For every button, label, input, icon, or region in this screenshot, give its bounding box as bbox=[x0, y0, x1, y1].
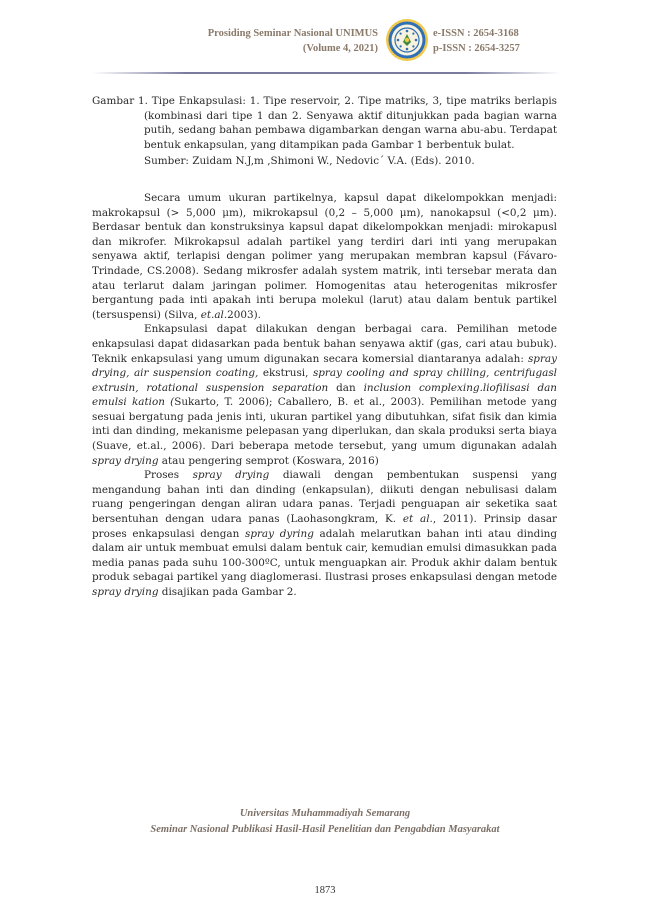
paragraph-1-end: 2003). bbox=[227, 308, 261, 321]
p3-c: , 2011). Prinsip dasar proses enkapsulasi dengan bbox=[92, 513, 557, 540]
proceedings-title: Prosiding Seminar Nasional UNIMUS bbox=[207, 28, 378, 39]
p3-em4: spray drying bbox=[92, 586, 159, 598]
header-right bbox=[433, 26, 520, 56]
paragraph-1-em: et.al. bbox=[200, 308, 228, 321]
p2-em3: inclusion complexing.liofilisasi dan emulsi kation ( bbox=[92, 381, 557, 409]
p2-e: atau pengering semprot (Koswara, 2016) bbox=[158, 454, 379, 467]
p3-e: disajikan pada Gambar 2. bbox=[158, 586, 297, 598]
p3-a: Proses bbox=[144, 469, 193, 482]
p2-d: Sukarto, T. 2006); Caballero, B. et al., 2003). Pemilihan metode yang sesuai bergatung pada jenis inti, ukuran partikel yang dibutuhkan, sifat fisik dan kimia inti dan dinding, mekanisme pelepasan yang diperlukan, dan skala produksi serta biaya (Suave, et.al., 2006). Dari beberapa metode tersebut, yang umum digunakan adalah bbox=[92, 396, 557, 453]
paragraph-3 bbox=[92, 468, 557, 599]
p2-c: dan bbox=[328, 381, 364, 394]
p2-em4: spray drying bbox=[92, 454, 159, 467]
p3-em2: et al. bbox=[402, 513, 433, 526]
p2-em1: spray drying, air suspension coating, bbox=[92, 352, 557, 380]
p3-d: adalah melarutkan bahan inti atau dinding dalam air untuk membuat emulsi dalam bentuk cair, kemudian emulsi dimasukkan pada media panas pada suhu 100-300ºC, untuk menguapkan air. Produk akhir dalam bentuk produk sebagai partikel yang diaglomerasi. Ilustrasi proses enkapsulasi dengan metode bbox=[92, 527, 557, 584]
unimus-seal-icon bbox=[385, 18, 429, 62]
page-header bbox=[0, 0, 650, 80]
header-divider bbox=[92, 72, 560, 74]
pissn-label: p-ISSN : 2654-3257 bbox=[433, 43, 520, 54]
p3-b: diawali dengan pembentukan suspensi yang mengandung bahan inti dan dinding (enkapsulan), diikuti dengan nebulisasi dalam ruang pengeringan dengan aliran udara panas. Terjadi penguapan air seketika saat bersentuhan dengan udara panas (Laohasongkram, K. bbox=[92, 469, 557, 526]
volume-label: (Volume 4, 2021) bbox=[302, 43, 378, 54]
main-content bbox=[92, 94, 557, 600]
paragraph-2 bbox=[92, 322, 557, 468]
p2-a: Enkapsulasi dapat dilakukan dengan berbagai cara. Pemilihan metode enkapsulasi dapat didasarkan pada bentuk bahan senyawa aktif (gas, cari atau bubuk). Teknik enkapsulasi yang umum digunakan secara komersial diantaranya adalah: bbox=[92, 323, 557, 365]
figure-caption: Gambar 1. Tipe Enkapsulasi: 1. Tipe reservoir, 2. Tipe matriks, 3, tipe matriks berlapis (kombinasi dari tipe 1 dan 2. Senyawa aktif ditunjukkan pada bagian warna putih, sedang bahan pembawa digambarkan dengan warna abu-abu. Terdapat bentuk enkapsulan, yang ditampikan pada Gambar 1 berbentuk bulat. bbox=[92, 95, 557, 151]
p2-em2: spray cooling and spray chilling, centrifugasl extrusin, rotational suspension separation bbox=[92, 367, 557, 394]
page-footer bbox=[0, 806, 650, 838]
p2-b: ekstrusi, bbox=[258, 367, 313, 380]
footer-university: Universitas Muhammadiyah Semarang bbox=[239, 808, 411, 819]
paragraph-1-text: Secara umum ukuran partikelnya, kapsul dapat dikelompokkan menjadi: makrokapsul (> 5,000 μm), mikrokapsul (0,2 – 5,000 μm), nanokapsul (<0,2 μm). Berdasar bentuk dan konstruksinya kapsul dapat dikelompokkan menjadi: mirokapusl dan mikrofer. Mikrokapsul adalah partikel yang terdiri dari inti yang merupakan senyawa aktif, terlapisi dengan polimer yang merupakan membran kapsul (Fávaro-Trindade, CS.2008). Sedang mikrosfer adalah system matrik, inti tersebar merata dan atau terlarut dalam jaringan polimer. Homogenitas atau heterogenitas mikrosfer bergantung pada inti apakah inti berupa molekul (larut) atau dalam bentuk partikel (tersuspensi) (Silva, bbox=[92, 191, 557, 321]
header-left bbox=[208, 26, 378, 56]
p3-em1: spray drying bbox=[192, 469, 270, 482]
eissn-label: e-ISSN : 2654-3168 bbox=[433, 28, 519, 39]
page-number: 1873 bbox=[314, 885, 336, 896]
paragraph-1 bbox=[92, 191, 557, 322]
footer-seminar: Seminar Nasional Publikasi Hasil-Hasil Penelitian dan Pengabdian Masyarakat bbox=[150, 824, 500, 835]
figure-source: Sumber: Zuidam N.J,m ,Shimoni W., Nedovic´ V.A. (Eds). 2010. bbox=[144, 155, 475, 168]
p3-em3: spray dyring bbox=[244, 527, 314, 540]
